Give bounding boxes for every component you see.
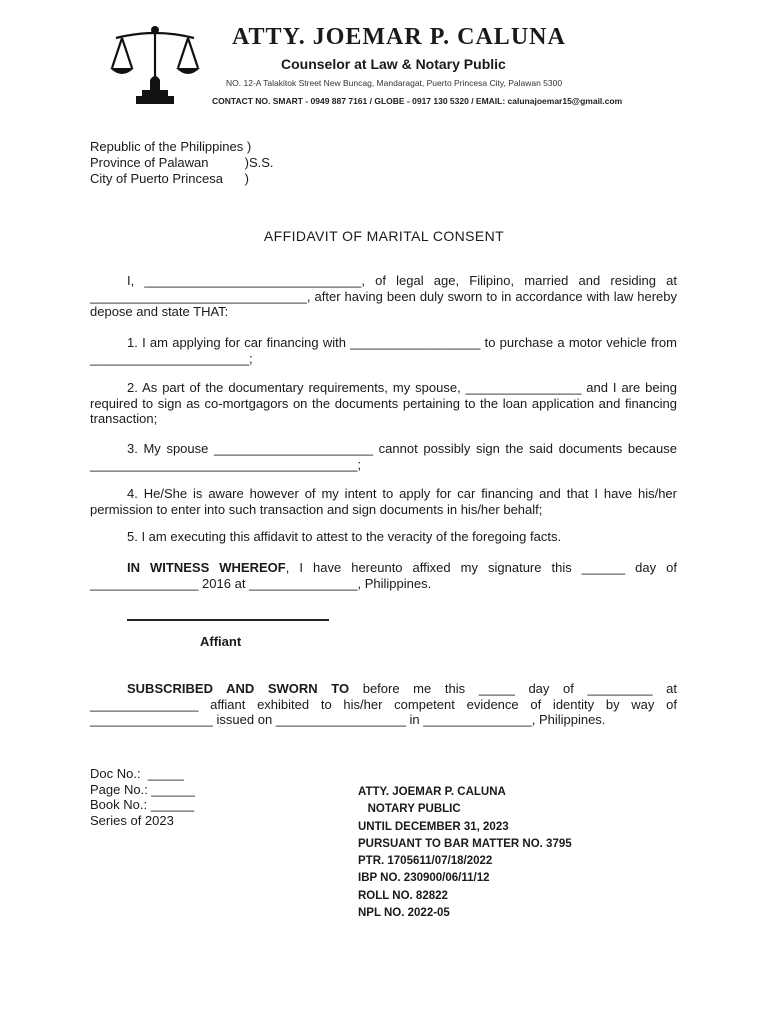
- witness-text: , I have hereunto affixed my signature this ______ day of _______________ 2016 at _______________, Philippines.: [90, 560, 677, 591]
- notary-signature-block: [358, 784, 572, 922]
- notary-line: UNTIL DECEMBER 31, 2023: [358, 820, 509, 833]
- intro-text: I, ______________________________, of legal age, Filipino, married and residing at ______________________________, after having been duly sworn to in accordance with law hereby depose and state THAT:: [90, 273, 677, 319]
- page-no: Page No.: ______: [90, 781, 195, 797]
- series: Series of 2023: [90, 812, 174, 828]
- venue-line: Republic of the Philippines ): [90, 139, 252, 154]
- jurat-paragraph: [90, 681, 677, 728]
- paragraph-2-text: 2. As part of the documentary requirements, my spouse, ________________ and I are being required to sign as co-mortgagors on the documents pertaining to the loan application and financing transaction;: [90, 380, 677, 426]
- notary-line: PTR. 1705611/07/18/2022: [358, 855, 493, 868]
- notarial-register: [90, 766, 195, 828]
- notary-line: IBP NO. 230900/06/11/12: [358, 872, 490, 885]
- book-no: Book No.: ______: [90, 797, 195, 812]
- scales-of-justice-icon: [106, 22, 204, 108]
- signature-line: [127, 619, 329, 621]
- witness-paragraph: [90, 560, 677, 591]
- affiant-label: Affiant: [200, 634, 242, 649]
- venue-line: Province of Palawan )S.S.: [90, 155, 274, 170]
- paragraph-3-text: 3. My spouse ______________________ cannot possibly sign the said documents because _____________________________________;: [90, 441, 677, 472]
- letterhead-name: ATTY. JOEMAR P. CALUNA: [232, 24, 566, 50]
- jurat-heading: SUBSCRIBED AND SWORN TO: [127, 681, 350, 696]
- paragraph-3: [90, 441, 677, 472]
- notary-line: NPL NO. 2022-05: [358, 907, 450, 920]
- notary-line: ROLL NO. 82822: [358, 889, 448, 902]
- paragraph-5: [90, 529, 677, 545]
- document-title: AFFIDAVIT OF MARITAL CONSENT: [263, 228, 505, 244]
- paragraph-1: [90, 335, 677, 366]
- paragraph-5-text: 5. I am executing this affidavit to attest to the veracity of the foregoing facts.: [127, 529, 562, 544]
- witness-heading: IN WITNESS WHEREOF: [127, 560, 286, 575]
- doc-no: Doc No.: _____: [90, 766, 184, 781]
- letterhead-title: Counselor at Law & Notary Public: [281, 56, 506, 72]
- jurat-text: before me this _____ day of _________ at _______________ affiant exhibited to his/her competent evidence of identity by way of _________________ issued on __________________ in _______________, Philippines.: [90, 681, 677, 727]
- letterhead-address: NO. 12-A Talakitok Street New Buncag, Mandaragat, Puerto Princesa City, Palawan 5300: [226, 78, 563, 88]
- paragraph-2: [90, 380, 677, 427]
- paragraph-4: [90, 486, 677, 517]
- venue-block: [90, 139, 274, 187]
- notary-line: NOTARY PUBLIC: [358, 803, 461, 816]
- letterhead-contact: CONTACT NO. SMART - 0949 887 7161 / GLOBE - 0917 130 5320 / EMAIL: calunajoemar15@gmail.com: [212, 96, 623, 106]
- intro-paragraph: [90, 273, 677, 320]
- venue-line: City of Puerto Princesa ): [90, 171, 249, 186]
- notary-line: ATTY. JOEMAR P. CALUNA: [358, 786, 506, 798]
- notary-line: PURSUANT TO BAR MATTER NO. 3795: [358, 837, 572, 850]
- paragraph-1-text: 1. I am applying for car financing with __________________ to purchase a motor vehicle from ______________________;: [90, 335, 677, 366]
- paragraph-4-text: 4. He/She is aware however of my intent to apply for car financing and that I have his/her permission to enter into such transaction and sign documents in his/her behalf;: [90, 486, 677, 517]
